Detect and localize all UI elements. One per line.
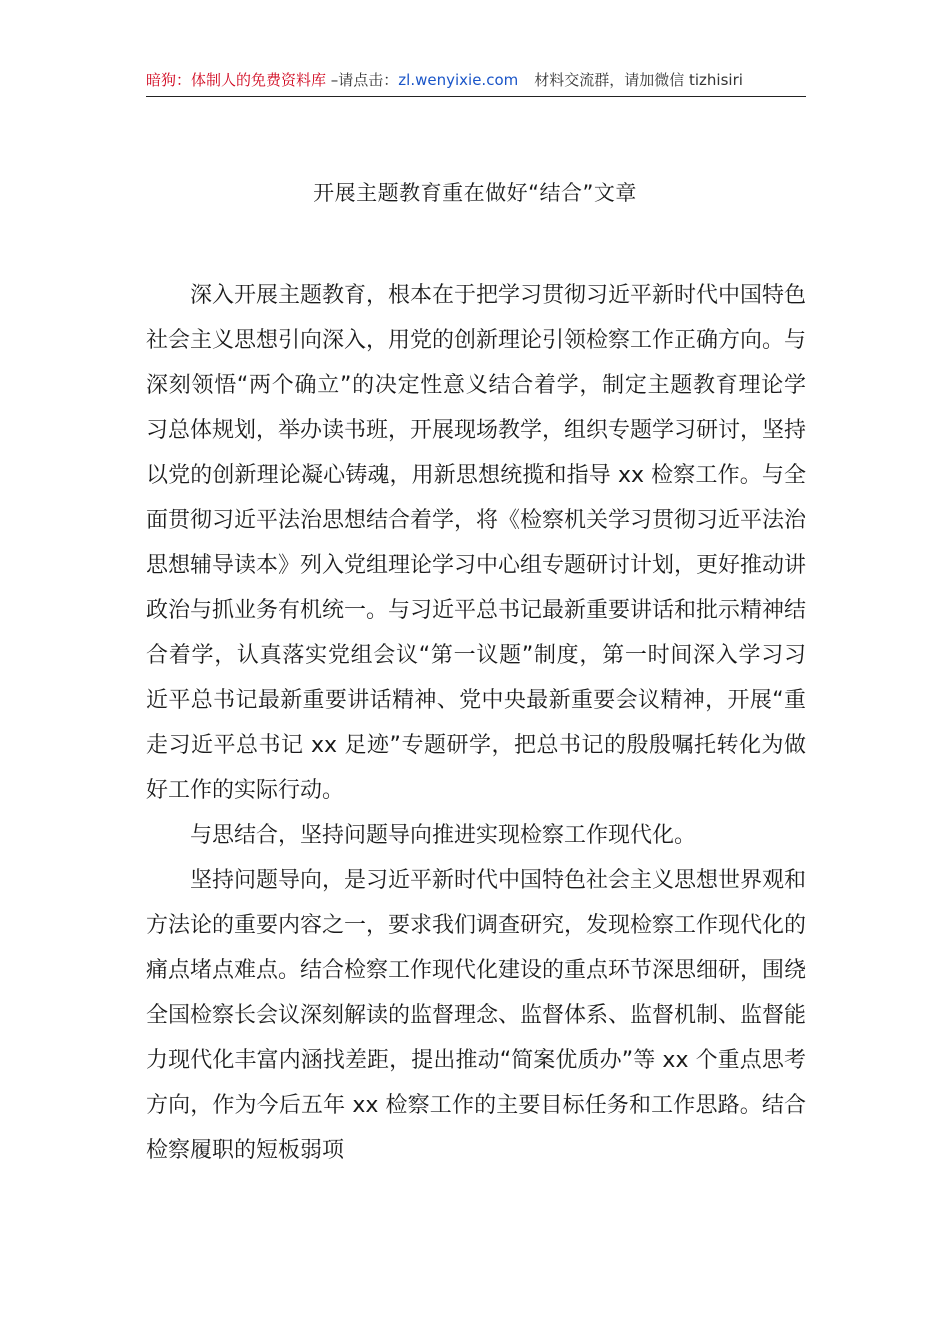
paragraph: 坚持问题导向，是习近平新时代中国特色社会主义思想世界观和方法论的重要内容之一，要求我们调查研究，发现检察工作现代化的痛点堵点难点。结合检察工作现代化建设的重点环节深思细研，围绕全国检察长会议深刻解读的监督理念、监督体系、监督机制、监督能力现代化丰富内涵找差距，提出推动“简案优质办”等 xx 个重点思考方向，作为今后五年 xx 检察工作的主要目标任务和工作思路。结合检察履职的短板弱项 <box>146 868 807 1163</box>
paragraph: 深入开展主题教育，根本在于把学习贯彻习近平新时代中国特色社会主义思想引向深入，用党的创新理论引领检察工作正确方向。与深刻领悟“两个确立”的决定性意义结合着学，制定主题教育理论学习总体规划，举办读书班，开展现场教学，组织专题学习研讨，坚持以党的创新理论凝心铸魂，用新思想统揽和指导 xx 检察工作。与全面贯彻习近平法治思想结合着学，将《检察机关学习贯彻习近平法治思想辅导读本》列入党组理论学习中心组专题研讨计划，更好推动讲政治与抓业务有机统一。与习近平总书记最新重要讲话和批示精神结合着学，认真落实党组会议“第一议题”制度，第一时间深入学习习近平总书记最新重要讲话精神、党中央最新重要会议精神，开展“重走习近平总书记 xx 足迹”专题研学，把总书记的殷殷嘱托转化为做好工作的实际行动。 <box>146 283 807 803</box>
page-header <box>146 66 806 97</box>
header-brand: 暗狗：体制人的免费资料库 <box>146 71 327 89</box>
header-prompt: –请点击： <box>326 71 399 89</box>
header-note: 材料交流群，请加微信 tizhisiri <box>534 71 743 89</box>
document-body <box>146 273 806 1173</box>
header-link[interactable]: zl.wenyixie.com <box>398 71 519 89</box>
paragraph: 与思结合，坚持问题导向推进实现检察工作现代化。 <box>190 823 697 848</box>
document-title: 开展主题教育重在做好“结合”文章 <box>313 181 637 205</box>
